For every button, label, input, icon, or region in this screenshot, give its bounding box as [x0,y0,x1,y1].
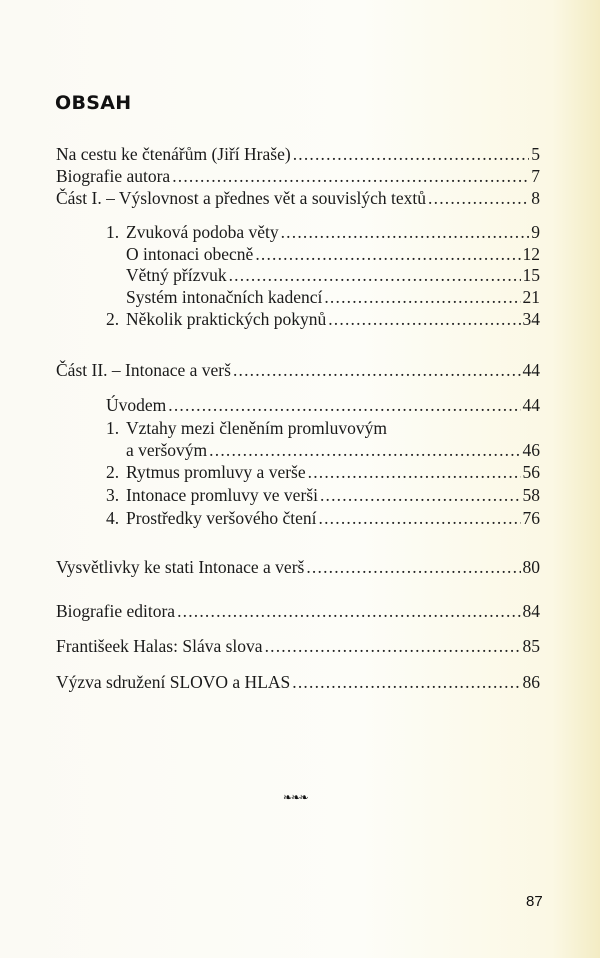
entry-page: 5 [531,144,540,164]
dot-leader [320,484,521,506]
dot-leader [168,394,520,416]
toc-entry [106,394,540,416]
entry-page: 76 [522,508,540,528]
entry-page: 44 [522,395,540,415]
dot-leader [281,221,530,243]
toc-entry [56,143,540,165]
entry-label: Část II. – Intonace a verš [56,360,231,380]
toc-entry [56,187,540,209]
dot-leader [306,556,520,578]
entry-label: Několik praktických pokynů [126,309,327,329]
entry-label: Část I. – Výslovnost a přednes vět a souvislých textů [56,188,427,208]
entry-label: Systém intonačních kadencí [126,287,323,307]
entry-label: Výzva sdružení SLOVO a HLAS [56,672,291,692]
toc-entry [56,635,540,657]
entry-label: Františeek Halas: Sláva slova [56,636,263,656]
entry-label: O intonaci obecně [126,244,254,264]
ornament-divider: ❧❧❧ [283,792,308,804]
page-number: 87 [526,893,543,910]
entry-label: Na cestu ke čtenářům (Jiří Hraše) [56,144,291,164]
entry-number: 2. [106,462,120,482]
entry-page: 84 [522,601,540,621]
entry-number: 3. [106,485,120,505]
entry-page: 15 [522,265,540,285]
entry-number: 1. [106,418,120,438]
toc-entry [56,600,540,622]
entry-label: Zvuková podoba věty [126,222,279,242]
toc-entry [56,165,540,187]
dot-leader [428,187,529,209]
dot-leader [319,507,521,529]
toc-entry [126,286,540,308]
toc-entry [106,308,540,330]
toc-entry [106,221,540,243]
dot-leader [265,635,521,657]
entry-page: 44 [522,360,540,380]
toc-entry [126,439,540,461]
dot-leader [324,286,520,308]
dot-leader [172,165,529,187]
entry-page: 34 [522,309,540,329]
toc-entry-first-line [106,417,387,439]
entry-page: 58 [522,485,540,505]
entry-page: 21 [522,287,540,307]
entry-number: 1. [106,222,120,242]
entry-label: Vztahy mezi členěním promluvovým [126,418,387,438]
entry-number: 2. [106,309,120,329]
dot-leader [229,264,521,286]
toc-entry [106,484,540,506]
entry-label: Větný přízvuk [126,265,227,285]
entry-page: 8 [531,188,540,208]
entry-label: Úvodem [106,395,167,415]
entry-page: 7 [531,166,540,186]
dot-leader [209,439,520,461]
entry-label: Biografie autora [56,166,171,186]
dot-leader [293,143,530,165]
toc-entry [126,243,540,265]
entry-label: Biografie editora [56,601,176,621]
dot-leader [292,671,520,693]
toc-entry [106,507,540,529]
entry-page: 46 [522,440,540,460]
dot-leader [328,308,520,330]
dot-leader [233,359,521,381]
dot-leader [177,600,520,622]
toc-entry [56,671,540,693]
entry-label: Prostředky veršového čtení [126,508,317,528]
entry-page: 85 [522,636,540,656]
entry-number: 4. [106,508,120,528]
entry-page: 12 [522,244,540,264]
dot-leader [308,461,521,483]
entry-label: Vysvětlivky ke stati Intonace a verš [56,557,305,577]
toc-entry [56,359,540,381]
toc-entry [56,556,540,578]
entry-page: 56 [522,462,540,482]
dot-leader [255,243,520,265]
entry-page: 9 [531,222,540,242]
entry-page: 86 [522,672,540,692]
entry-label: Rytmus promluvy a verše [126,462,306,482]
entry-page: 80 [522,557,540,577]
entry-label: Intonace promluvy ve verši [126,485,318,505]
toc-entry [126,264,540,286]
entry-label-continued: a veršovým [126,440,208,460]
toc-entry [106,461,540,483]
contents-heading: OBSAH [55,92,132,114]
